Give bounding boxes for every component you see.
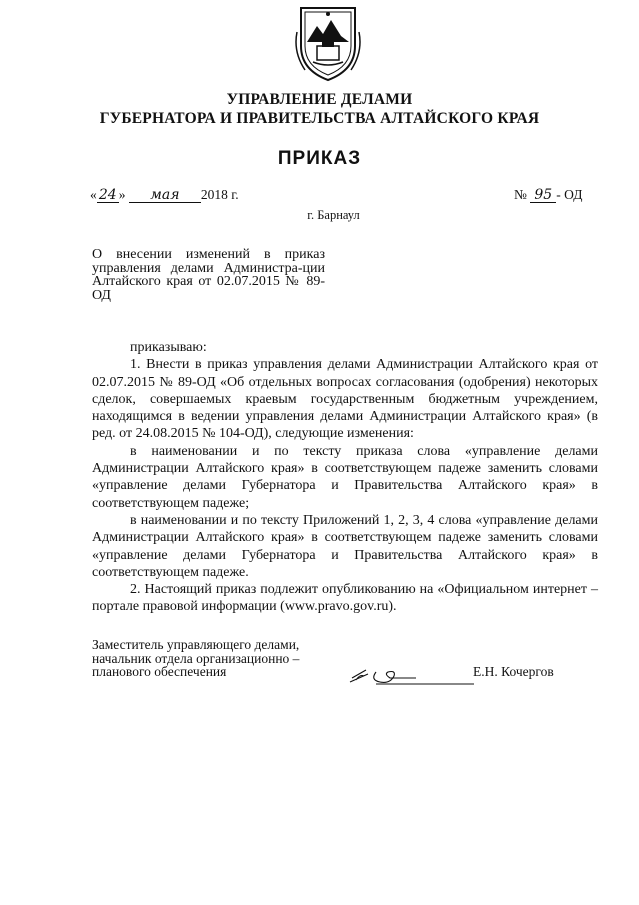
document-number-line — [514, 187, 582, 203]
number-suffix: - ОД — [556, 187, 583, 202]
signatory-position-line1: Заместитель управляющего делами, — [92, 637, 300, 652]
signatory-position-line3: планового обеспечения — [92, 664, 227, 679]
signatory-position — [92, 638, 299, 679]
org-name-line1: УПРАВЛЕНИЕ ДЕЛАМИ — [226, 91, 413, 108]
city: г. Барнаул — [307, 208, 360, 222]
date-line — [90, 187, 239, 203]
document-number: 95 — [530, 189, 556, 203]
date-quote-close: » — [118, 187, 126, 202]
date-year: 2018 г. — [200, 187, 239, 202]
date-month: мая — [129, 189, 201, 203]
body-paragraph-4: 2. Настоящий приказ подлежит опубликованию на «Официальном интернет – портале правовой информации (www.pravo.gov.ru). — [92, 582, 598, 615]
body-paragraph-2: в наименовании и по тексту приказа слова «управление делами Администрации Алтайского края» в соответствующем падеже заменить словами «управление делами Губернатора и Правительства Алтайского края» в соответствующем падеже; — [92, 443, 598, 511]
document-type-title: ПРИКАЗ — [277, 148, 362, 169]
signatory-position-line2: начальник отдела организационно – — [92, 650, 300, 666]
number-prefix: № — [514, 187, 527, 202]
body-paragraph-1: 1. Внести в приказ управления делами Администрации Алтайского края от 02.07.2015 № 89-ОД «Об отдельных вопросах согласования (одобрения) некоторых сделок, совершаемых краевым государственным бюджетным учреждением, находящимся в ведении управления делами Администрации Алтайского края» (в ред. от 24.08.2015 № 104-ОД), следующие изменения: — [92, 357, 598, 442]
signatory-name: Е.Н. Кочергов — [473, 664, 554, 679]
document-body — [92, 339, 598, 616]
body-paragraph-3: в наименовании и по тексту Приложений 1, 2, 3, 4 слова «управление делами Администрации Алтайского края» в соответствующем падеже заменить словами «управление делами Губернатора и Правительства Алтайского края» в соответствующем падеже. — [92, 512, 598, 580]
date-quote-open: « — [90, 187, 97, 202]
coat-of-arms-emblem — [293, 2, 363, 84]
date-day: 24 — [97, 189, 119, 203]
org-name-line2: ГУБЕРНАТОРА И ПРАВИТЕЛЬСТВА АЛТАЙСКОГО КРАЯ — [99, 110, 540, 127]
body-lead: приказываю: — [130, 340, 207, 355]
handwritten-signature — [346, 664, 481, 686]
document-subject: О внесении изменений в приказ управления делами Администра-ции Алтайского края от 02.07.2015 № 89-ОД — [92, 247, 325, 303]
